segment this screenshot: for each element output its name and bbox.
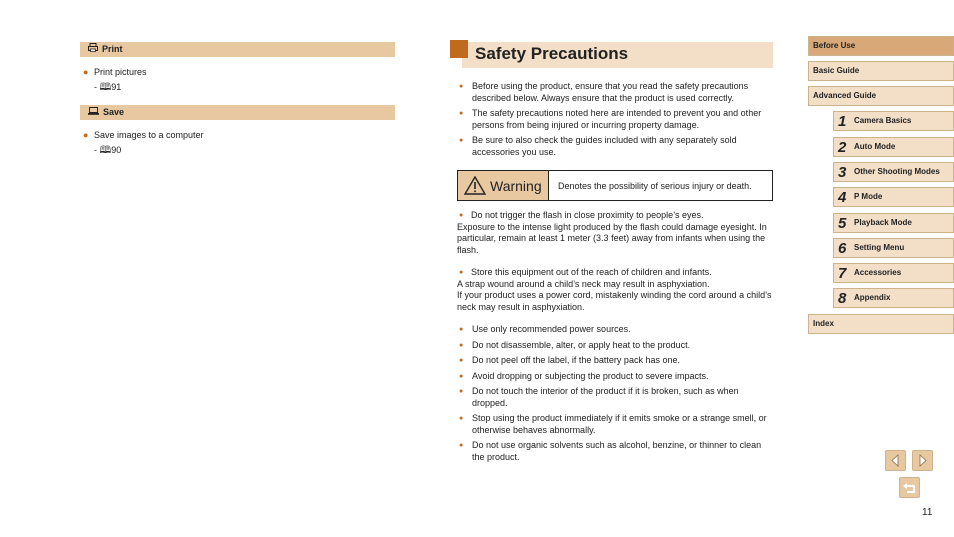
warning-label: Warning (490, 178, 542, 194)
list-item: ● Before using the product, ensure that you read the safety precautions described below. Always ensure that the product is used correctly. (458, 81, 776, 104)
warning-description: Denotes the possibility of serious injury or death. (558, 181, 752, 191)
print-section-header (80, 42, 395, 57)
list-item: ● Be sure to also check the guides included with any separately sold accessories you use. (458, 135, 776, 158)
warning-triangle-icon (464, 176, 486, 195)
flash-warning-lead: ● Do not trigger the flash in close proximity to people’s eyes. (457, 210, 777, 222)
nav-advanced-guide[interactable]: Advanced Guide (808, 86, 954, 106)
save-page-link[interactable]: - 🕮90 (94, 143, 121, 160)
printer-icon (88, 42, 98, 57)
list-item: ● The safety precautions noted here are intended to prevent you and other persons from being injured or incurring property damage. (458, 108, 776, 131)
title-marker (450, 40, 468, 58)
nav-chapter-5[interactable]: 5 Playback Mode (833, 213, 954, 233)
flash-warning (457, 210, 777, 256)
book-icon: 🕮 (99, 145, 112, 156)
next-page-button[interactable] (912, 450, 933, 471)
page-number: 11 (922, 507, 933, 518)
nav-chapter-2[interactable]: 2 Auto Mode (833, 137, 954, 157)
nav-basic-guide[interactable]: Basic Guide (808, 61, 954, 81)
nav-before-use[interactable]: Before Use (808, 36, 954, 56)
children-warning-body1: A strap wound around a child’s neck may result in asphyxiation. (457, 278, 710, 289)
print-section-title: Print (102, 44, 123, 54)
page-title: Safety Precautions (475, 44, 629, 63)
list-item: ● Do not disassemble, alter, or apply heat to the product. (458, 340, 776, 352)
previous-page-button[interactable] (885, 450, 906, 471)
list-item: ● Do not peel off the label, if the battery pack has one. (458, 355, 776, 367)
page-title-bar (450, 40, 773, 68)
flash-warning-body: Exposure to the intense light produced by the flash could damage eyesight. In particular, remain at least 1 meter (3.3 feet) away from infants when using the flash. (457, 221, 767, 255)
print-page-link[interactable]: - 🕮91 (94, 80, 121, 97)
laptop-icon (88, 105, 99, 120)
book-icon: 🕮 (99, 82, 112, 93)
nav-chapter-3[interactable]: 3 Other Shooting Modes (833, 162, 954, 182)
warning-legend (457, 170, 773, 201)
arrow-left-icon (886, 451, 905, 470)
nav-index[interactable]: Index (808, 314, 954, 334)
list-item: ● Do not use organic solvents such as alcohol, benzine, or thinner to clean the product. (458, 440, 776, 463)
save-section-header (80, 105, 395, 120)
nav-chapter-6[interactable]: 6 Setting Menu (833, 238, 954, 258)
nav-chapter-1[interactable]: 1 Camera Basics (833, 111, 954, 131)
list-item: ● Do not touch the interior of the product if it is broken, such as when dropped. (458, 386, 776, 409)
list-item: ● Use only recommended power sources. (458, 324, 776, 336)
arrow-right-icon (913, 451, 932, 470)
rules-list (458, 324, 776, 467)
children-warning (457, 267, 777, 313)
list-item: ● Stop using the product immediately if it emits smoke or a strange smell, or otherwise behaves abnormally. (458, 413, 776, 436)
save-item: ● Save images to a computer (83, 130, 204, 140)
save-section-title: Save (103, 107, 125, 117)
return-button[interactable] (899, 477, 920, 498)
children-warning-lead: ● Store this equipment out of the reach of children and infants. (457, 267, 777, 279)
list-item: ● Avoid dropping or subjecting the product to severe impacts. (458, 371, 776, 383)
children-warning-body2: If your product uses a power cord, mistakenly winding the cord around a child’s neck may result in asphyxiation. (457, 290, 772, 312)
return-icon (900, 478, 919, 497)
print-item: ● Print pictures (83, 67, 147, 77)
intro-list (458, 81, 776, 162)
nav-chapter-4[interactable]: 4 P Mode (833, 187, 954, 207)
nav-chapter-7[interactable]: 7 Accessories (833, 263, 954, 283)
nav-chapter-8[interactable]: 8 Appendix (833, 288, 954, 308)
